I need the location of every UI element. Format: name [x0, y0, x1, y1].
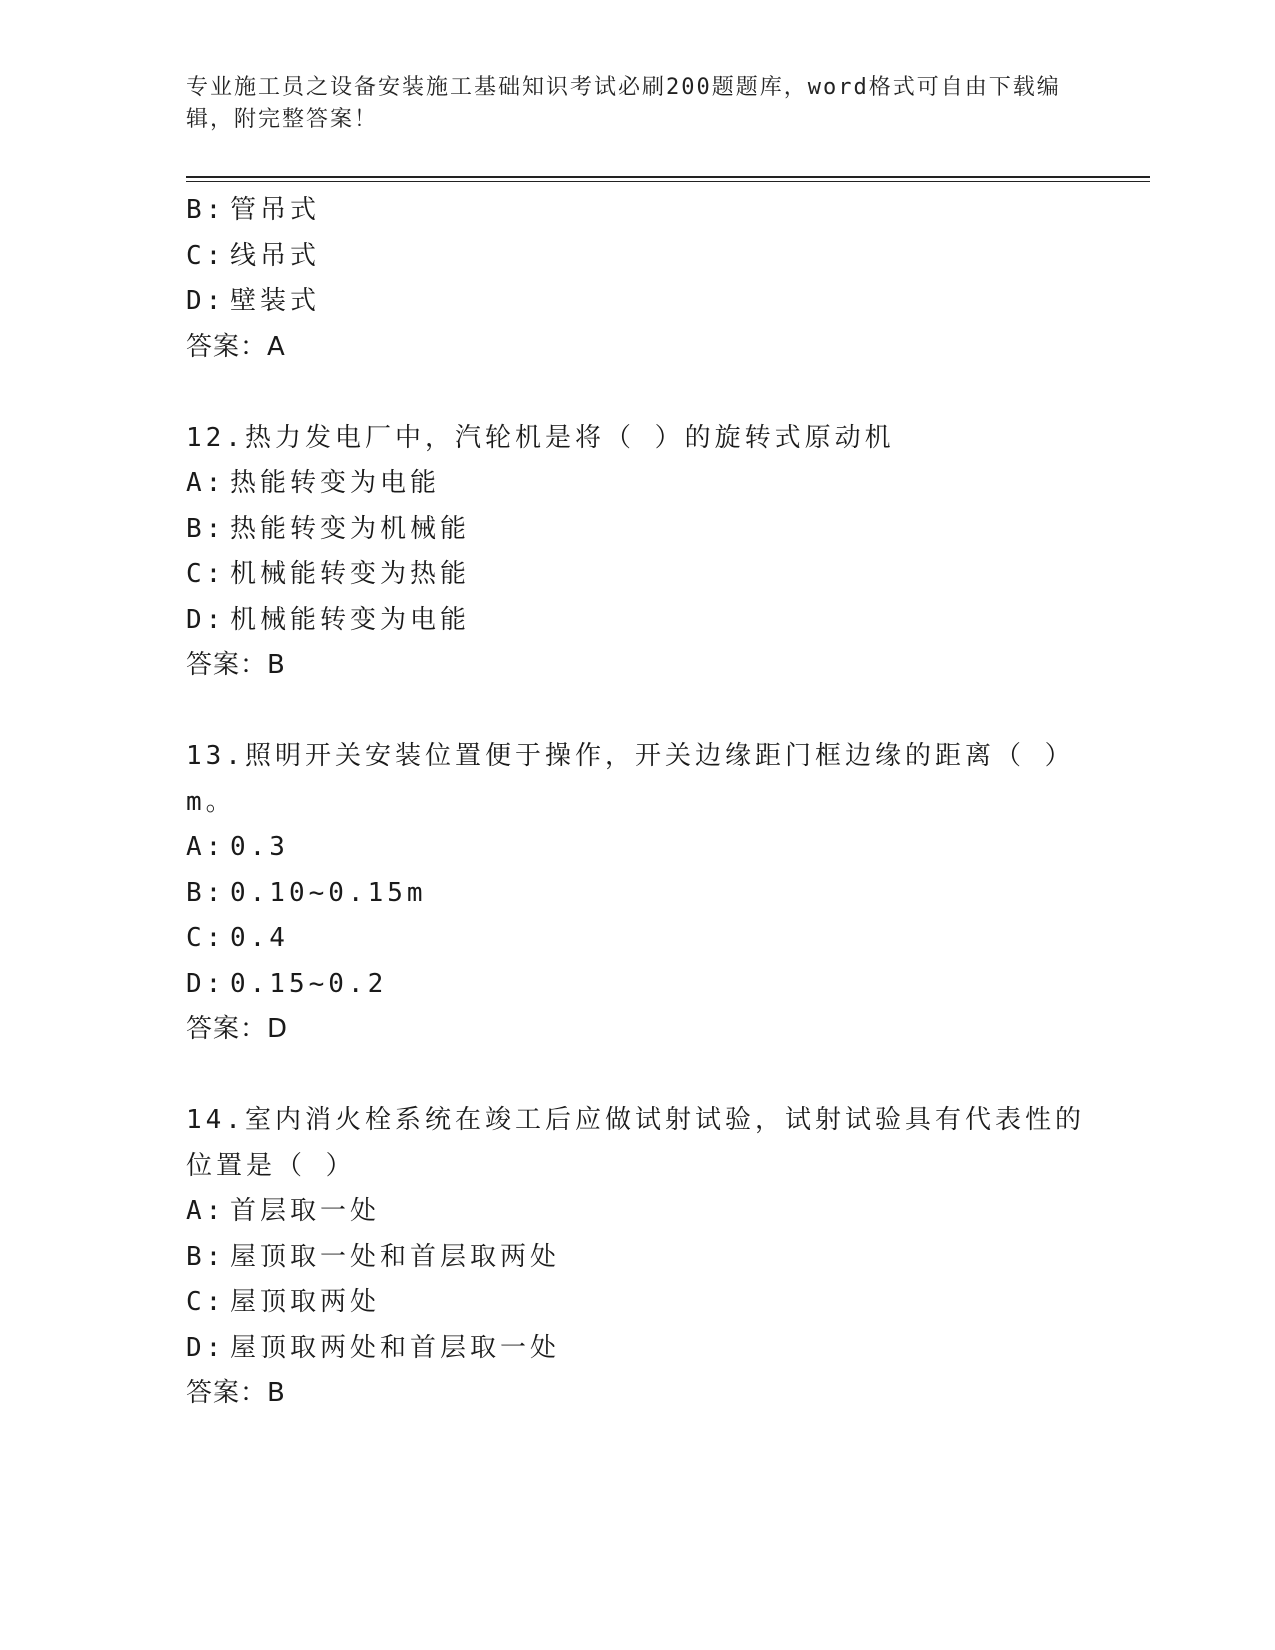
question-stem: 14.室内消火栓系统在竣工后应做试射试验，试射试验具有代表性的位置是（ ） [186, 1105, 1085, 1181]
option-d: D: 壁装式 [186, 286, 321, 316]
option-b: B: 管吊式 [186, 195, 321, 225]
option-b: B: 0.10~0.15m [186, 877, 427, 908]
header-divider-thin [186, 181, 1150, 182]
answer-line: 答案：D [186, 1014, 289, 1044]
document-header: 专业施工员之设备安装施工基础知识考试必刷200题题库，word格式可自由下载编辑，附完整答案！ [186, 75, 1061, 132]
question-list [186, 188, 1086, 1417]
question-14 [186, 1098, 1086, 1417]
spacer [186, 370, 1086, 416]
option-d: D: 机械能转变为电能 [186, 604, 471, 635]
option-d: D: 屋顶取两处和首层取一处 [186, 1332, 561, 1363]
header-divider-thick [186, 176, 1150, 178]
answer-line: 答案：B [186, 650, 286, 680]
option-d: D: 0.15~0.2 [186, 968, 388, 999]
question-13 [186, 734, 1086, 1053]
option-c: C: 0.4 [186, 923, 289, 953]
question-stem: 13.照明开关安装位置便于操作，开关边缘距门框边缘的距离（ ）m。 [186, 741, 1075, 817]
option-c: C: 屋顶取两处 [186, 1287, 381, 1317]
spacer [186, 689, 1086, 735]
option-b: B: 热能转变为机械能 [186, 513, 471, 544]
answer-line: 答案：A [186, 331, 286, 362]
spacer [186, 1053, 1086, 1099]
question-stem: 12.热力发电厂中，汽轮机是将（ ）的旋转式原动机 [186, 422, 895, 453]
option-c: C: 机械能转变为热能 [186, 559, 471, 589]
option-a: A: 热能转变为电能 [186, 468, 441, 498]
answer-line: 答案：B [186, 1378, 286, 1408]
option-b: B: 屋顶取一处和首层取两处 [186, 1241, 561, 1272]
option-c: C: 线吊式 [186, 240, 321, 271]
option-a: A: 首层取一处 [186, 1196, 381, 1226]
question-11-continuation [186, 188, 1086, 370]
option-a: A: 0.3 [186, 832, 289, 862]
question-12 [186, 416, 1086, 689]
